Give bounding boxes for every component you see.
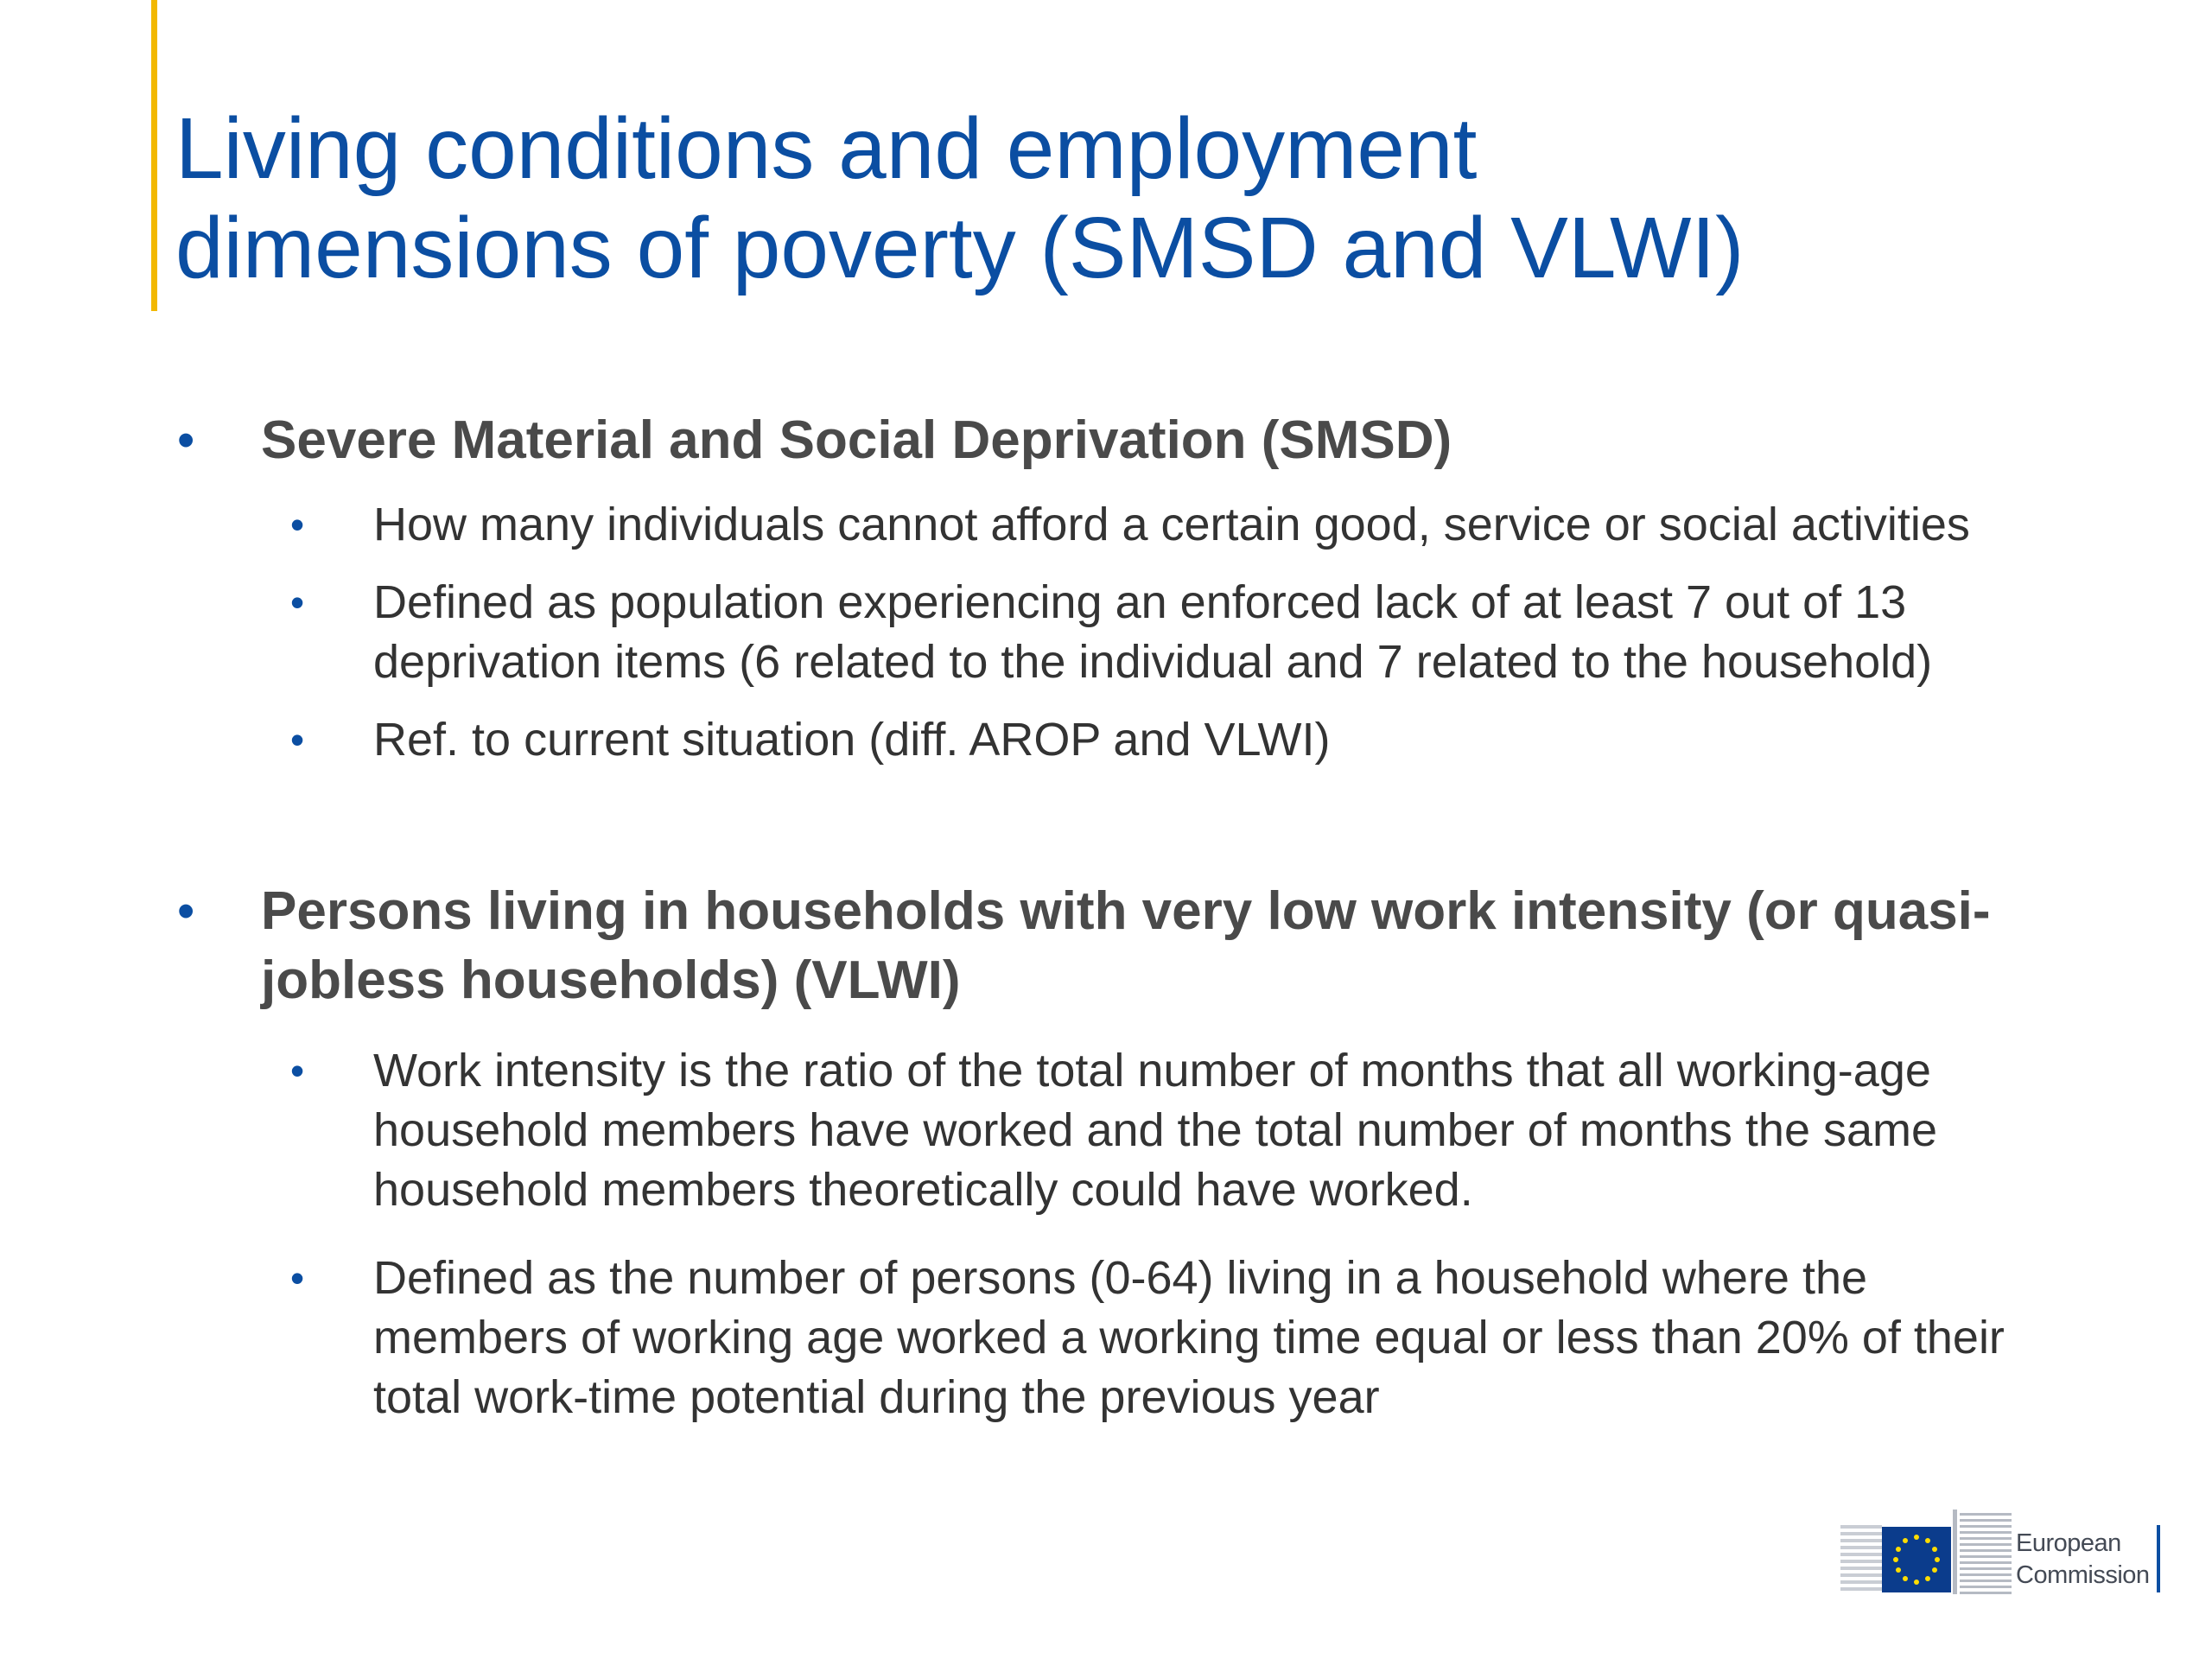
- slide-title-line-1: Living conditions and employment: [175, 100, 1478, 197]
- vlwi-item-1-text: [373, 1041, 2119, 1220]
- text-line: deprivation items (6 related to the individual and 7 related to the household): [373, 636, 1933, 688]
- title-accent-bar: [151, 0, 157, 311]
- logo-text: [2016, 1528, 2150, 1592]
- logo-divider: [2157, 1525, 2160, 1592]
- vlwi-heading: [261, 877, 2110, 1015]
- text-line: members of working age worked a working time equal or less than 20% of their: [373, 1312, 2005, 1363]
- eu-flag-icon: [1882, 1527, 1951, 1592]
- text-line: total work-time potential during the previous year: [373, 1371, 1380, 1423]
- bullet-icon: •: [290, 502, 305, 547]
- vlwi-item-2-text: [373, 1249, 2119, 1427]
- smsd-heading-line-1: Severe Material and Social Deprivation (SMSD): [261, 410, 1452, 470]
- bullet-icon: •: [290, 1048, 305, 1093]
- logo-text-line-2: Commission: [2016, 1561, 2150, 1589]
- bullet-icon: •: [177, 412, 195, 468]
- smsd-heading: [261, 406, 2110, 475]
- text-line: Defined as the number of persons (0-64) living in a household where the: [373, 1252, 1868, 1304]
- vlwi-heading-line-1: Persons living in households with very low work intensity (or quasi-: [261, 881, 1991, 941]
- smsd-item-1-text: [373, 495, 2119, 555]
- text-line: Ref. to current situation (diff. AROP and VLWI): [373, 714, 1331, 766]
- text-line: How many individuals cannot afford a certain good, service or social activities: [373, 499, 1970, 550]
- vlwi-heading-line-2: jobless households) (VLWI): [261, 950, 961, 1010]
- smsd-item-2-text: [373, 573, 2119, 692]
- text-line: household members have worked and the total number of months the same: [373, 1104, 1938, 1156]
- slide-title-line-2: dimensions of poverty (SMSD and VLWI): [175, 200, 1745, 296]
- bullet-icon: •: [290, 1255, 305, 1300]
- bullet-icon: •: [290, 717, 305, 762]
- text-line: Defined as population experiencing an enforced lack of at least 7 out of 13: [373, 576, 1907, 628]
- bullet-icon: •: [177, 883, 195, 939]
- smsd-item-3-text: [373, 710, 2119, 770]
- bullet-icon: •: [290, 580, 305, 625]
- logo-text-line-1: European: [2016, 1529, 2121, 1557]
- slide-title: [175, 99, 2120, 298]
- text-line: Work intensity is the ratio of the total number of months that all working-age: [373, 1045, 1931, 1096]
- text-line: household members theoretically could have worked.: [373, 1164, 1473, 1216]
